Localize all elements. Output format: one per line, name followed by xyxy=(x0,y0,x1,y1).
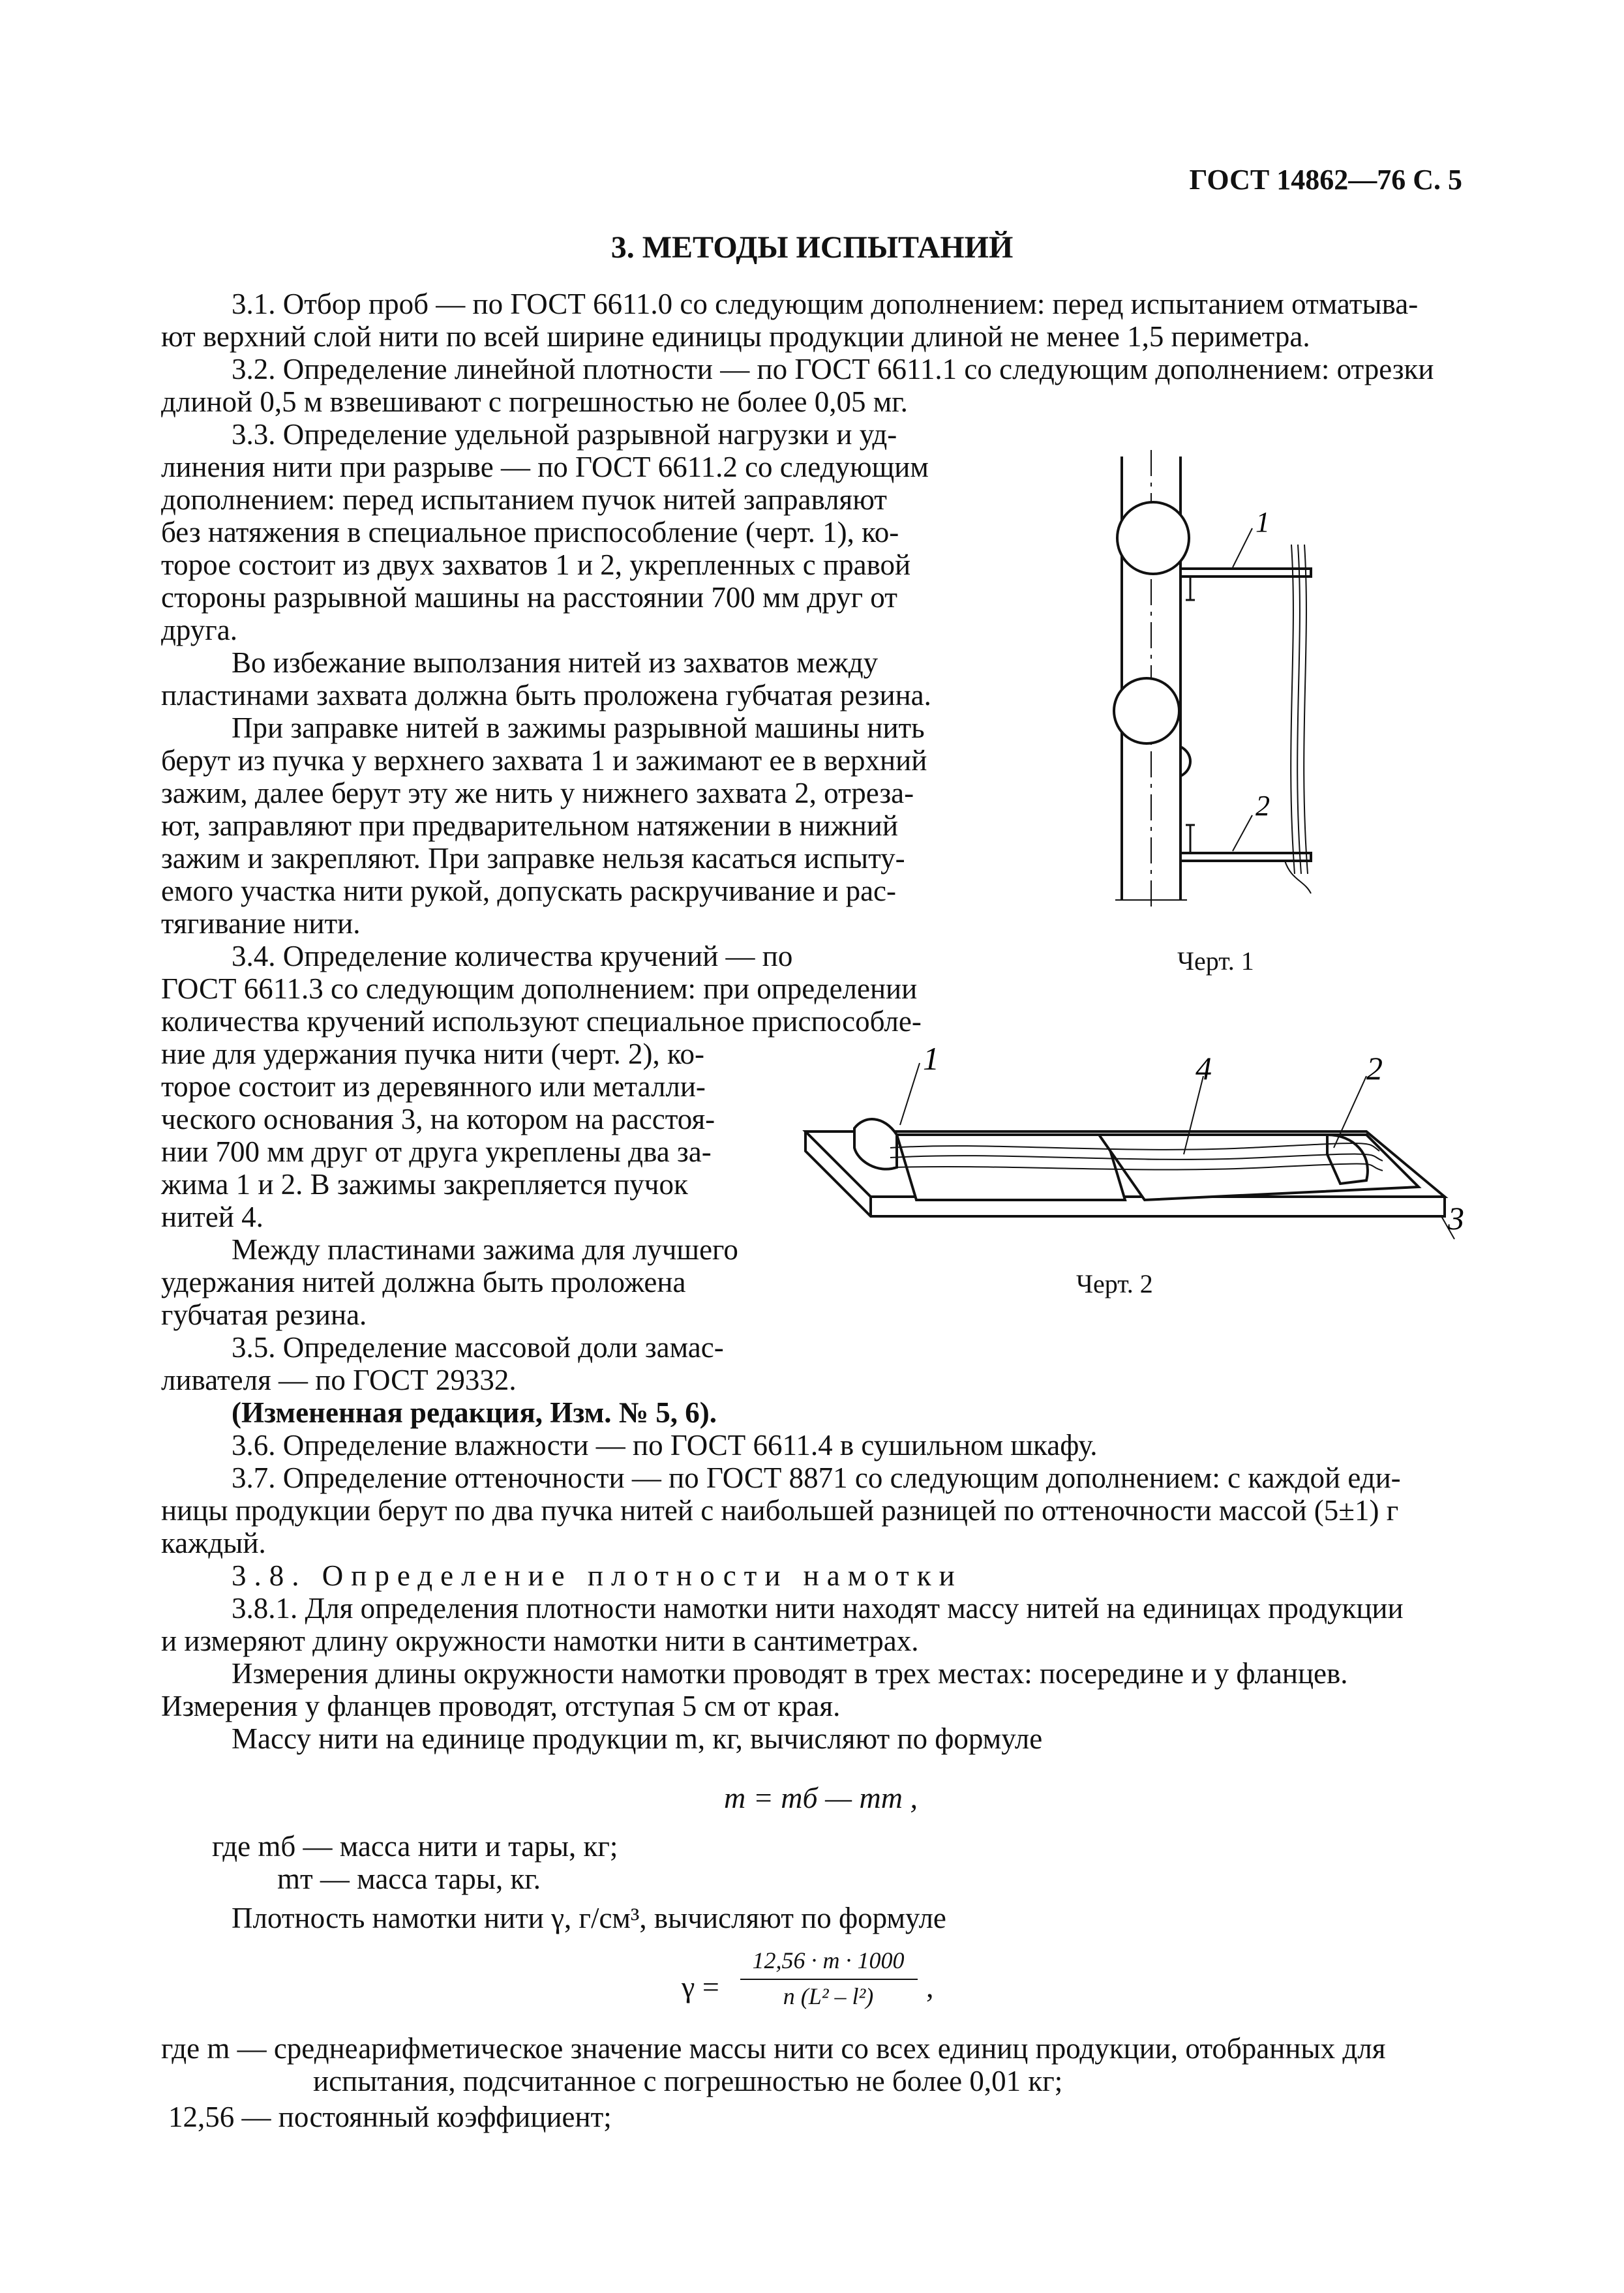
fig2-label-1: 1 xyxy=(923,1043,939,1077)
p33b-line: Во избежание выползания нитей из захватов между xyxy=(232,646,879,679)
p31-line2: ют верхний слой нити по всей ширине единицы продукции длиной не менее 1,5 периметра. xyxy=(161,320,1310,353)
p381b-line: Измерения у фланцев проводят, отступая 5 см от края. xyxy=(161,1690,841,1722)
p33-line: стороны разрывной машины на расстоянии 700 мм друг от xyxy=(161,581,897,614)
p31-line1: 3.1. Отбор проб — по ГОСТ 6611.0 со следующим дополнением: перед испытанием отматыва- xyxy=(232,288,1419,320)
p33-line: 3.3. Определение удельной разрывной нагрузки и уд- xyxy=(232,418,897,451)
p34-line: жима 1 и 2. В зажимы закрепляется пучок xyxy=(161,1168,688,1201)
p33-line: без натяжения в специальное приспособление (черт. 1), ко- xyxy=(161,516,899,548)
where-m-line2: испытания, подсчитанное с погрешностью не более 0,01 кг; xyxy=(313,2065,1063,2097)
p34b-line: удержания нитей должна быть проложена xyxy=(161,1266,686,1298)
where-m-line1: где m — среднеарифметическое значение массы нити со всех единиц продукции, отобранных для xyxy=(161,2032,1386,2065)
fraction-bar xyxy=(740,1979,918,1980)
where-coefficient: 12,56 — постоянный коэффициент; xyxy=(168,2101,612,2133)
density-line: Плотность намотки нити γ, г/см³, вычисляют по формуле xyxy=(232,1902,946,1934)
figure-1-drawing xyxy=(1096,450,1370,920)
p381-line: и измеряют длину окружности намотки нити в сантиметрах. xyxy=(161,1625,919,1657)
fig2-label-2: 2 xyxy=(1366,1050,1383,1087)
fig1-caption: Черт. 1 xyxy=(1177,946,1254,976)
fig2-caption: Черт. 2 xyxy=(1076,1269,1153,1298)
fig2-label-3: 3 xyxy=(1448,1200,1464,1236)
section-title: 3. МЕТОДЫ ИСПЫТАНИЙ xyxy=(610,230,1014,265)
page-header: ГОСТ 14862—76 С. 5 xyxy=(1189,164,1462,196)
p35-line: 3.5. Определение массовой доли замас- xyxy=(232,1331,724,1364)
p33c-line: зажим, далее берут эту же нить у нижнего захвата 2, отреза- xyxy=(161,777,914,809)
p36-line: 3.6. Определение влажности — по ГОСТ 6611.4 в сушильном шкафу. xyxy=(232,1429,1098,1461)
p33c-line: тягивание нити. xyxy=(161,907,361,940)
p33c-line: берут из пучка у верхнего захвата 1 и зажимают ее в верхний xyxy=(161,744,927,777)
p34-line: ческого основания 3, на котором на расстоя- xyxy=(161,1103,715,1135)
p33-line: друга. xyxy=(161,614,237,646)
p34-line: нитей 4. xyxy=(161,1201,263,1233)
fig2-label-4: 4 xyxy=(1195,1050,1212,1087)
formula-mass: m = mб — mт , xyxy=(724,1781,918,1814)
formula-tail: , xyxy=(926,1970,934,2003)
p38-title: 3.8. Определение плотности намотки xyxy=(232,1559,963,1592)
upper-clamp-circle xyxy=(1117,502,1189,574)
figure-2-drawing xyxy=(792,1043,1474,1265)
p34-line: торое состоит из деревянного или металли- xyxy=(161,1070,706,1103)
p34-line: ГОСТ 6611.3 со следующим дополнением: при определении xyxy=(161,972,918,1005)
grip-2 xyxy=(1180,853,1311,861)
where-mb: где mб — масса нити и тары, кг; xyxy=(212,1830,618,1863)
p34b-line: Между пластинами зажима для лучшего xyxy=(232,1233,738,1266)
where-mt: mт — масса тары, кг. xyxy=(277,1863,541,1895)
p381b-line: Измерения длины окружности намотки проводят в трех местах: посередине и у фланцев. xyxy=(232,1657,1348,1690)
p33c-line: При заправке нитей в зажимы разрывной машины нить xyxy=(232,712,925,744)
p37-line: ницы продукции берут по два пучка нитей с наибольшей разницей по оттеночности массой (5±1) г xyxy=(161,1494,1399,1527)
p35-line: ливателя — по ГОСТ 29332. xyxy=(161,1364,517,1396)
p33-line: торое состоит из двух захватов 1 и 2, укрепленных с правой xyxy=(161,548,911,581)
grip-1 xyxy=(1180,569,1311,577)
p34-line: ние для удержания пучка нити (черт. 2), ко- xyxy=(161,1038,705,1070)
formula-numerator: 12,56 · m · 1000 xyxy=(752,1947,905,1973)
p32-line1: 3.2. Определение линейной плотности — по ГОСТ 6611.1 со следующим дополнением: отрезки xyxy=(232,353,1434,385)
p381-line: 3.8.1. Для определения плотности намотки нити находят массу нитей на единицах продукции xyxy=(232,1592,1404,1625)
fig1-label-1: 1 xyxy=(1256,506,1270,538)
p34-line: количества кручений используют специальное приспособле- xyxy=(161,1005,922,1038)
p32-line2: длиной 0,5 м взвешивают с погрешностью не более 0,05 мг. xyxy=(161,385,908,418)
fig1-label-2: 2 xyxy=(1256,790,1270,822)
p33-line: дополнением: перед испытанием пучок нитей заправляют xyxy=(161,483,887,516)
p381c-line: Массу нити на единице продукции m, кг, вычисляют по формуле xyxy=(232,1722,1043,1755)
p34-line: 3.4. Определение количества кручений — по xyxy=(232,940,793,972)
p33b-line: пластинами захвата должна быть проложена губчатая резина. xyxy=(161,679,931,712)
p37-line: 3.7. Определение оттеночности — по ГОСТ 8871 со следующим дополнением: с каждой еди- xyxy=(232,1461,1401,1494)
lower-clamp-circle xyxy=(1114,678,1179,743)
p33c-line: ют, заправляют при предварительном натяжении в нижний xyxy=(161,809,898,842)
p35-note: (Измененная редакция, Изм. № 5, 6). xyxy=(232,1396,717,1429)
p37-line: каждый. xyxy=(161,1527,266,1559)
p33c-line: зажим и закрепляют. При заправке нельзя касаться испыту- xyxy=(161,842,905,875)
p34b-line: губчатая резина. xyxy=(161,1298,367,1331)
p34-line: нии 700 мм друг от друга укреплены два за- xyxy=(161,1135,712,1168)
formula-gamma-lhs: γ = xyxy=(682,1970,719,2003)
p33c-line: емого участка нити рукой, допускать раскручивание и рас- xyxy=(161,875,896,907)
p33-line: линения нити при разрыве — по ГОСТ 6611.2 со следующим xyxy=(161,451,929,483)
formula-denominator: n (L² – l²) xyxy=(783,1983,874,2009)
